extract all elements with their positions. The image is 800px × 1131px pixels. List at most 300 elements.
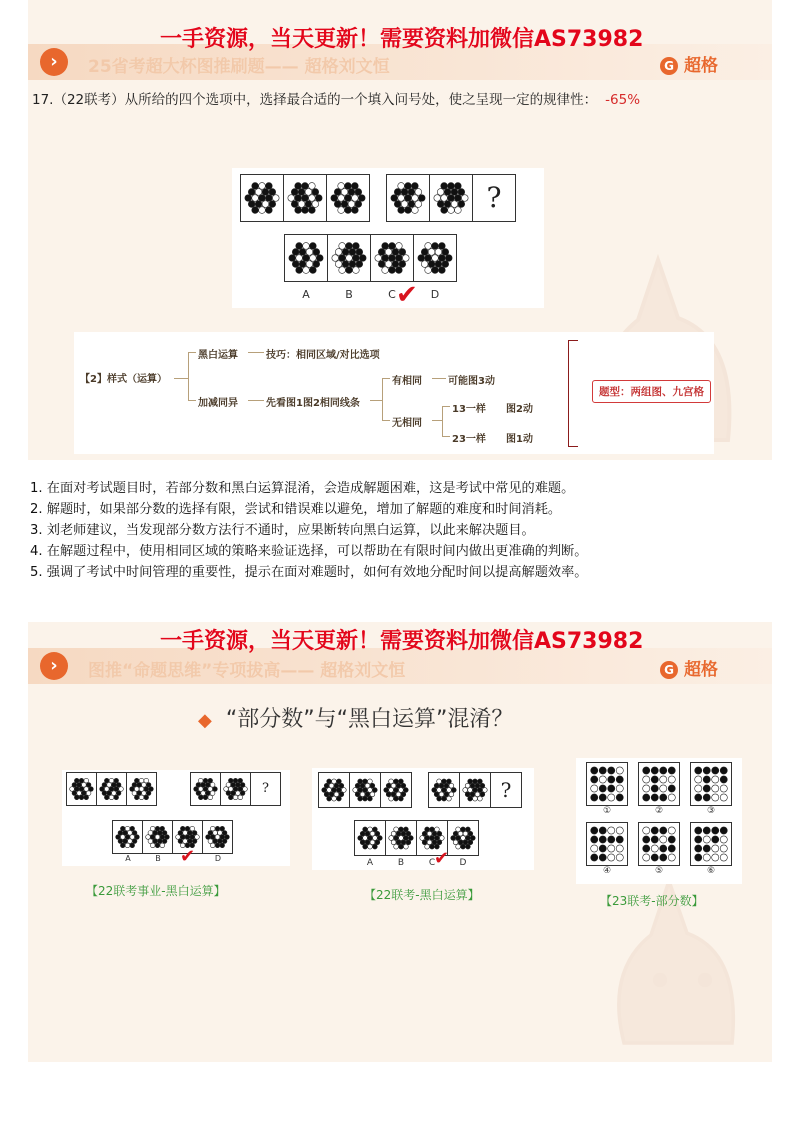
example2-option: [447, 820, 479, 856]
grid-dot: [695, 767, 702, 774]
puzzle-cell-2: [283, 174, 327, 222]
hex-dot: [339, 255, 346, 262]
hex-dot: [439, 267, 446, 274]
hex-dot: [224, 787, 229, 792]
note-item: 1. 在面对考试题目时，若部分数和黑白运算混淆，会造成解题困难，这是考试中常见的难题。: [30, 481, 575, 496]
hex-dot: [185, 826, 190, 831]
hex-dot: [295, 195, 302, 202]
hex-dot: [84, 787, 89, 792]
hex-dot: [137, 791, 142, 796]
hex-dot: [266, 183, 273, 190]
hex-dot: [463, 788, 468, 793]
option-label-d: D: [214, 854, 222, 863]
hex-dot: [352, 195, 359, 202]
hex-dot: [130, 787, 135, 792]
hex-dot: [134, 787, 139, 792]
hex-dot: [368, 836, 373, 841]
mm-branch-bw-tip: 技巧：相同区域/对比选项: [266, 350, 380, 361]
hex-dot: [332, 796, 337, 801]
hex-dot: [310, 267, 317, 274]
hex-dot: [432, 840, 437, 845]
example2-cell: [459, 772, 491, 808]
hex-dot: [432, 267, 439, 274]
hex-dot: [405, 183, 412, 190]
hex-figure: [203, 821, 232, 853]
hex-dot: [262, 189, 269, 196]
hex-dot: [449, 792, 454, 797]
hex-dot: [428, 249, 435, 256]
hex-dot: [370, 840, 375, 845]
hex-dot: [146, 783, 151, 788]
hex-dot: [296, 267, 303, 274]
hex-dot: [334, 792, 339, 797]
hex-dot: [480, 783, 485, 788]
hex-dot: [465, 783, 470, 788]
hex-dot: [404, 827, 409, 832]
hex-dot: [466, 836, 471, 841]
mm-diff-b: 23一样: [452, 434, 486, 445]
hex-dot: [226, 791, 231, 796]
mm-connector: [432, 420, 442, 421]
hex-figure: [460, 773, 490, 807]
hex-dot: [259, 183, 266, 190]
hex-dot: [399, 827, 404, 832]
grid-dot: [668, 827, 675, 834]
grid-dot: [643, 845, 650, 852]
hex-dot: [399, 796, 404, 801]
grid-dot: [720, 827, 727, 834]
hex-dot: [437, 779, 442, 784]
hex-dot: [345, 183, 352, 190]
hex-dot: [292, 261, 299, 268]
hex-dot: [289, 255, 296, 262]
hex-dot: [456, 844, 461, 849]
hex-dot: [188, 831, 193, 836]
hex-dot: [183, 831, 188, 836]
hex-dot: [255, 201, 262, 208]
hex-dot: [447, 796, 452, 801]
grid-dot: [616, 827, 623, 834]
hex-dot: [455, 207, 462, 214]
puzzle-cell-5: [429, 174, 473, 222]
grid-dot: [591, 854, 598, 861]
hex-dot: [396, 267, 403, 274]
question-mark-cell: ?: [250, 772, 281, 806]
hex-dot: [310, 255, 317, 262]
hex-dot: [418, 255, 425, 262]
mm-branch-addsub-tip: 先看图1图2相同线条: [266, 398, 360, 409]
grid-dot: [651, 854, 658, 861]
hex-dot: [478, 779, 483, 784]
hex-dot: [394, 189, 401, 196]
grid-label-3: ③: [706, 806, 716, 816]
grid-label-5: ⑤: [654, 866, 664, 876]
mm-connector: [382, 378, 390, 379]
hex-dot: [360, 831, 365, 836]
hex-dot: [77, 791, 82, 796]
question-type-tag: 题型：两组图、九宫格: [592, 380, 711, 403]
hex-dot: [259, 207, 266, 214]
mm-diff: 无相同: [392, 418, 422, 429]
hex-dot: [386, 792, 391, 797]
hex-dot: [213, 839, 218, 844]
grid-dot: [616, 767, 623, 774]
hex-dot: [398, 183, 405, 190]
hex-dot: [309, 195, 316, 202]
hex-dot: [114, 787, 119, 792]
hex-dot: [412, 207, 419, 214]
hex-dot: [434, 783, 439, 788]
diamond-icon: ◆: [198, 710, 212, 731]
hex-dot: [213, 787, 218, 792]
hex-dot: [360, 783, 365, 788]
hex-dot: [408, 836, 413, 841]
hex-dot: [195, 835, 200, 840]
grid-dot: [651, 776, 658, 783]
hex-dot: [337, 788, 342, 793]
hex-dot: [79, 795, 84, 800]
hex-dot: [365, 792, 370, 797]
hex-figure: [328, 235, 370, 281]
hex-dot: [437, 831, 442, 836]
hex-dot: [266, 207, 273, 214]
brand-icon: G: [660, 661, 678, 679]
note-item: 3. 刘老师建议，当发现部分数方法行不通时，应果断转向黑白运算，以此来解决题目。: [30, 523, 535, 538]
grid-dot: [651, 785, 658, 792]
hex-dot: [150, 835, 155, 840]
option-label-b: B: [155, 854, 161, 863]
hex-dot: [334, 201, 341, 208]
grid-dot: [660, 785, 667, 792]
hex-dot: [394, 201, 401, 208]
hex-dot: [135, 835, 140, 840]
hex-dot: [358, 195, 365, 202]
hex-dot: [458, 189, 465, 196]
mm-bracket: [568, 446, 578, 447]
hex-dot: [192, 831, 197, 836]
hex-dot: [427, 840, 432, 845]
hex-dot: [360, 792, 365, 797]
hex-dot: [475, 792, 480, 797]
brand-icon: G: [660, 57, 678, 75]
hex-dot: [365, 831, 370, 836]
hex-dot: [425, 844, 430, 849]
grid-dot: [616, 854, 623, 861]
grid-dot: [616, 845, 623, 852]
hex-dot: [144, 787, 149, 792]
grid-dot: [616, 794, 623, 801]
hex-dot: [406, 831, 411, 836]
hex-dot: [222, 831, 227, 836]
hex-dot: [233, 795, 238, 800]
hex-dot: [455, 195, 462, 202]
hex-dot: [272, 195, 279, 202]
hex-dot: [324, 783, 329, 788]
grid-dot: [668, 776, 675, 783]
hex-dot: [401, 783, 406, 788]
hex-dot: [198, 795, 203, 800]
hex-dot: [302, 195, 309, 202]
hex-dot: [470, 836, 475, 841]
hex-dot: [368, 779, 373, 784]
hex-dot: [434, 792, 439, 797]
mm-connector: [442, 406, 443, 436]
hex-figure: [67, 773, 96, 805]
hex-dot: [375, 831, 380, 836]
grid-dot: [703, 827, 710, 834]
hex-dot: [439, 255, 446, 262]
hex-dot: [125, 843, 130, 848]
hex-dot: [86, 783, 91, 788]
mm-connector: [382, 420, 390, 421]
hex-dot: [451, 836, 456, 841]
hex-dot: [109, 778, 114, 783]
hex-dot: [302, 183, 309, 190]
hex-figure: [371, 235, 413, 281]
hex-dot: [434, 195, 441, 202]
hex-dot: [391, 831, 396, 836]
hex-dot: [228, 787, 233, 792]
dot-grid-figure: [639, 763, 679, 805]
dot-grid-figure: [691, 823, 731, 865]
hex-dot: [196, 783, 201, 788]
mm-branch-addsub: 加减同异: [198, 398, 238, 409]
hex-dot: [309, 207, 316, 214]
grid-dot: [712, 827, 719, 834]
hex-dot: [137, 783, 142, 788]
hex-dot: [134, 795, 139, 800]
hex-dot: [196, 791, 201, 796]
hex-dot: [355, 783, 360, 788]
grid-dot: [643, 854, 650, 861]
hex-dot: [415, 201, 422, 208]
hex-dot: [453, 840, 458, 845]
hex-dot: [225, 835, 230, 840]
mm-diff-a: 13一样: [452, 404, 486, 415]
caption-1: 【22联考事业-黑白运算】: [86, 884, 226, 898]
example1-cell: [96, 772, 127, 806]
hex-dot: [358, 779, 363, 784]
hex-dot: [353, 788, 358, 793]
hex-dot: [401, 831, 406, 836]
hex-dot: [463, 831, 468, 836]
hex-dot: [473, 779, 478, 784]
example1-option: [142, 820, 173, 854]
hex-dot: [248, 189, 255, 196]
grid-dot: [712, 776, 719, 783]
hex-dot: [439, 783, 444, 788]
example-figure-3: [576, 758, 742, 884]
hex-dot: [355, 189, 362, 196]
hex-dot: [389, 779, 394, 784]
arrow-icon: ›: [40, 652, 68, 680]
grid-label-6: ⑥: [706, 866, 716, 876]
hex-dot: [432, 243, 439, 250]
grid-dot: [643, 785, 650, 792]
option-c-cell: [370, 234, 414, 282]
hex-dot: [72, 783, 77, 788]
hex-dot: [368, 827, 373, 832]
hex-dot: [338, 183, 345, 190]
grid-dot: [695, 776, 702, 783]
hex-dot: [125, 835, 130, 840]
grid-dot: [599, 767, 606, 774]
hex-dot: [269, 201, 276, 208]
hex-dot: [391, 783, 396, 788]
hex-dot: [220, 843, 225, 848]
mm-connector: [188, 352, 189, 400]
hex-dot: [356, 249, 363, 256]
hex-dot: [180, 826, 185, 831]
hex-dot: [335, 249, 342, 256]
mm-root: 【2】样式（运算）: [80, 374, 167, 385]
hex-dot: [448, 183, 455, 190]
example2-option: [385, 820, 417, 856]
hex-dot: [139, 795, 144, 800]
hex-dot: [165, 835, 170, 840]
hex-dot: [266, 195, 273, 202]
mm-connector: [382, 378, 383, 420]
hex-dot: [399, 249, 406, 256]
hex-dot: [291, 189, 298, 196]
hex-dot: [291, 201, 298, 208]
hex-dot: [298, 189, 305, 196]
answer-check-icon: ✔: [180, 846, 196, 867]
dot-grid-figure: [587, 823, 627, 865]
hex-dot: [349, 249, 356, 256]
hex-dot: [334, 783, 339, 788]
hex-dot: [394, 796, 399, 801]
hex-dot: [89, 787, 94, 792]
hex-dot: [150, 826, 155, 831]
hex-dot: [201, 791, 206, 796]
hex-figure: [355, 821, 385, 855]
hex-dot: [176, 835, 181, 840]
hex-dot: [358, 796, 363, 801]
caption-2: 【22联考-黑白运算】: [364, 888, 480, 902]
hex-dot: [74, 787, 79, 792]
grid-dot: [660, 827, 667, 834]
puzzle-cell-3: [326, 174, 370, 222]
option-label-a: A: [125, 854, 131, 863]
hex-dot: [403, 788, 408, 793]
hex-dot: [313, 249, 320, 256]
example1-option: [202, 820, 233, 854]
grid-dot: [703, 794, 710, 801]
hex-dot: [389, 836, 394, 841]
grid-cell: [690, 822, 732, 866]
hex-dot: [398, 195, 405, 202]
hex-dot: [391, 840, 396, 845]
hex-dot: [125, 826, 130, 831]
dot-grid-figure: [587, 763, 627, 805]
hex-dot: [238, 787, 243, 792]
hex-dot: [418, 195, 425, 202]
hex-dot: [435, 261, 442, 268]
grid-dot: [591, 845, 598, 852]
hex-figure: [127, 773, 156, 805]
grid-dot: [616, 785, 623, 792]
hex-dot: [345, 207, 352, 214]
hex-dot: [468, 779, 473, 784]
grid-dot: [668, 845, 675, 852]
hex-dot: [134, 778, 139, 783]
hex-dot: [104, 795, 109, 800]
example1-cell: [220, 772, 251, 806]
hex-dot: [305, 201, 312, 208]
mm-diff-a-result: 图2动: [506, 404, 533, 415]
hex-dot: [322, 788, 327, 793]
hex-dot: [346, 243, 353, 250]
brand-logo: [660, 655, 718, 680]
grid-dot: [599, 794, 606, 801]
hex-dot: [298, 201, 305, 208]
grid-dot: [720, 794, 727, 801]
hex-dot: [396, 831, 401, 836]
hex-dot: [306, 249, 313, 256]
hex-figure: [285, 235, 327, 281]
grid-cell: [638, 822, 680, 866]
hex-dot: [451, 788, 456, 793]
hex-dot: [190, 835, 195, 840]
grid-dot: [651, 794, 658, 801]
example2-cell: [428, 772, 460, 808]
hex-dot: [437, 840, 442, 845]
hex-dot: [365, 783, 370, 788]
hex-dot: [375, 840, 380, 845]
hex-dot: [468, 796, 473, 801]
hex-dot: [337, 779, 342, 784]
hex-dot: [389, 255, 396, 262]
hex-dot: [203, 795, 208, 800]
hex-dot: [363, 796, 368, 801]
hex-dot: [444, 201, 451, 208]
mm-connector: [248, 400, 264, 401]
grid-dot: [720, 767, 727, 774]
hex-dot: [396, 783, 401, 788]
hex-dot: [412, 195, 419, 202]
hex-dot: [203, 787, 208, 792]
hex-dot: [396, 243, 403, 250]
hex-dot: [439, 792, 444, 797]
hex-dot: [180, 835, 185, 840]
hex-dot: [252, 207, 259, 214]
hex-dot: [119, 787, 124, 792]
hex-dot: [382, 243, 389, 250]
mm-bracket: [568, 340, 578, 341]
hex-dot: [194, 787, 199, 792]
hex-dot: [112, 791, 117, 796]
hex-dot: [425, 836, 430, 841]
hex-dot: [74, 795, 79, 800]
hex-dot: [461, 827, 466, 832]
hex-dot: [405, 195, 412, 202]
hex-dot: [473, 788, 478, 793]
grid-dot: [720, 776, 727, 783]
answer-check-icon: ✔: [396, 280, 418, 310]
hex-dot: [389, 243, 396, 250]
grid-dot: [668, 836, 675, 843]
example1-cell: [190, 772, 221, 806]
hex-dot: [421, 261, 428, 268]
hex-dot: [327, 796, 332, 801]
hex-dot: [360, 840, 365, 845]
hex-dot: [324, 792, 329, 797]
hex-dot: [480, 792, 485, 797]
arrow-icon: ›: [40, 48, 68, 76]
hex-dot: [352, 183, 359, 190]
hex-dot: [118, 839, 123, 844]
